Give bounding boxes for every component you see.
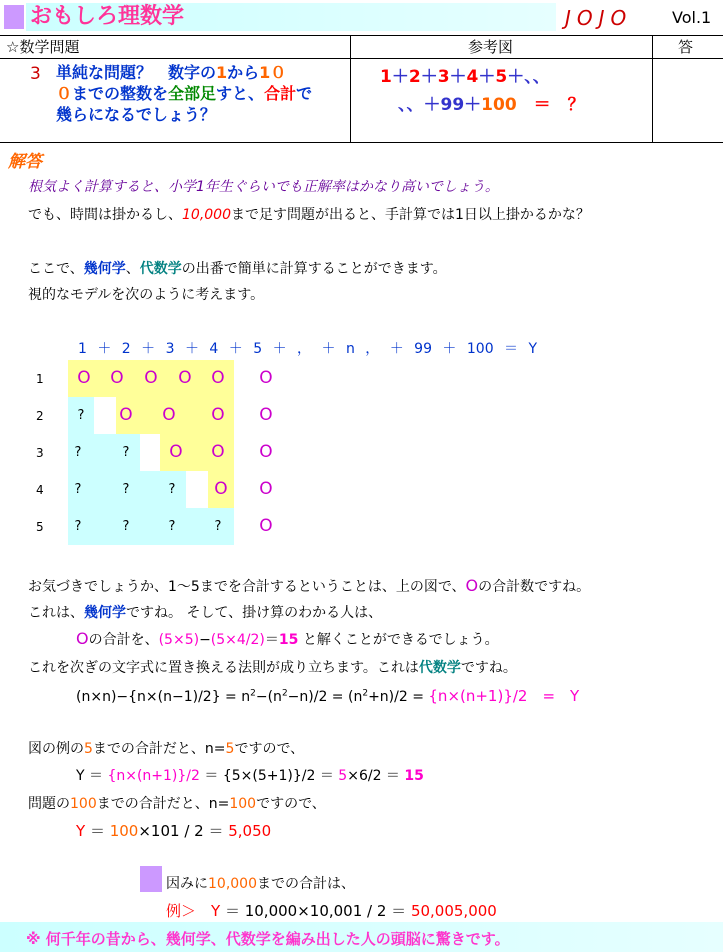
explanation-line-4: これを次ぎの文字式に置き換える法則が成り立ちます。これは代数学ですね。 (28, 660, 517, 676)
diagram-circle: O (211, 442, 225, 462)
table-header-divider (0, 58, 723, 59)
diagram-circle: O (259, 442, 273, 462)
question-number: 3 (30, 64, 41, 84)
diagram-sequence: 1 ＋ 2 ＋ 3 ＋ 4 ＋ 5 ＋ ， ＋ n ， ＋ 99 ＋ 100 ＝ Y (78, 341, 538, 357)
table-border-top (0, 35, 723, 36)
col-header-answer: 答 (678, 38, 694, 56)
explanation-line-3: Oの合計を、(5×5)−(5×4/2)＝15 と解くことができるでしょう。 (76, 629, 499, 648)
diagram-circle: O (259, 368, 273, 388)
col-header-question: ☆数学問題 (6, 38, 80, 56)
page-title: おもしろ理数学 (30, 4, 185, 29)
general-formula: $(n\times n)-\{n\times(n-1)/2\} = n^2-(n^2-n)/2 = (n^2+n)/2 = \{n\times(n+1)\}/2$ = Y (76, 687, 580, 705)
reference-line-2: 、、＋99＋100 ＝ ？ (398, 95, 585, 115)
diagram-circle: O (259, 479, 273, 499)
diagram-question: ? (74, 482, 82, 497)
diagram-question: ? (122, 445, 130, 460)
row-label: 5 (36, 520, 44, 534)
row-label: 2 (36, 409, 44, 423)
explanation-line-8: Y ＝ 100×101 / 2 ＝ 5,050 (76, 822, 272, 840)
explanation-line-6: Y ＝ {n×(n+1)}/2 ＝ {5×(5+1)}/2 ＝ 5×6/2 ＝ 15 (76, 768, 424, 784)
diagram-question: ? (168, 482, 176, 497)
answer-line-4: 視的なモデルを次のように考えます。 (28, 287, 265, 303)
diagram-circle: O (259, 516, 273, 536)
diagram-question: ? (74, 519, 82, 534)
question-text: 単純な問題？ 数字の1から1０ ０までの整数を全部足すと、合計で 幾らになるでしょう？ (56, 63, 313, 124)
volume-label: Vol.1 (672, 8, 712, 27)
diagram-circle: O (202, 360, 234, 397)
diagram-question: ? (74, 445, 82, 460)
table-col-divider-1 (350, 35, 351, 143)
explanation-line-7: 問題の100までの合計だと、n=100ですので、 (28, 796, 326, 812)
diagram-circle: O (169, 442, 183, 462)
table-col-divider-2 (652, 35, 653, 143)
diagram-question: ? (168, 519, 176, 534)
diagram-question: ? (68, 397, 94, 434)
diagram-circle: O (68, 360, 100, 397)
explanation-line-10: 例＞ Y ＝ 10,000×10,001 / 2 ＝ 50,005,000 (166, 902, 497, 920)
diagram-circle: O (136, 397, 202, 434)
diagram-circle: O (202, 397, 234, 434)
diagram-circle: O (168, 360, 202, 397)
diagram-circle: O (134, 360, 168, 397)
header-marker (4, 5, 24, 29)
row-label: 1 (36, 372, 44, 386)
diagram-circle: O (259, 405, 273, 425)
footer-text: ※ 何千年の昔から、幾何学、代数学を編み出した人の頭脳に驚きです。 (26, 930, 510, 948)
answer-line-2: でも、時間は掛かるし、10,000まで足す問題が出ると、手計算では1日以上掛かるかな？ (28, 207, 590, 223)
explanation-line-2: これは、幾何学ですね。 そして、掛け算のわかる人は、 (28, 605, 383, 621)
note-marker (140, 866, 162, 892)
diagram-question: ? (122, 482, 130, 497)
diagram-circle: O (100, 360, 134, 397)
answer-line-1: 根気よく計算すると、小学1年生ぐらいでも正解率はかなり高いでしょう。 (28, 179, 499, 195)
row-label: 3 (36, 446, 44, 460)
col-header-reference: 参考図 (468, 38, 514, 56)
brand-name: JOJO (565, 6, 633, 30)
row-label: 4 (36, 483, 44, 497)
diagram-question: ? (214, 519, 222, 534)
answer-line-3: ここで、幾何学、代数学の出番で簡単に計算することができます。 (28, 261, 447, 277)
diagram-circle: O (208, 471, 234, 508)
answer-title: 解答 (8, 152, 42, 172)
explanation-line-1: お気づきでしょうか、1〜5までを合計するということは、上の図で、Oの合計数ですね。 (28, 576, 591, 595)
reference-line-1: 1＋2＋3＋4＋5＋、、 (380, 67, 550, 87)
diagram-question: ? (122, 519, 130, 534)
explanation-line-9: 因みに10,000までの合計は、 (166, 876, 355, 892)
table-border-bottom (0, 142, 723, 143)
diagram-circle: O (116, 397, 136, 434)
explanation-line-5: 図の例の5までの合計だと、n=5ですので、 (28, 741, 305, 757)
